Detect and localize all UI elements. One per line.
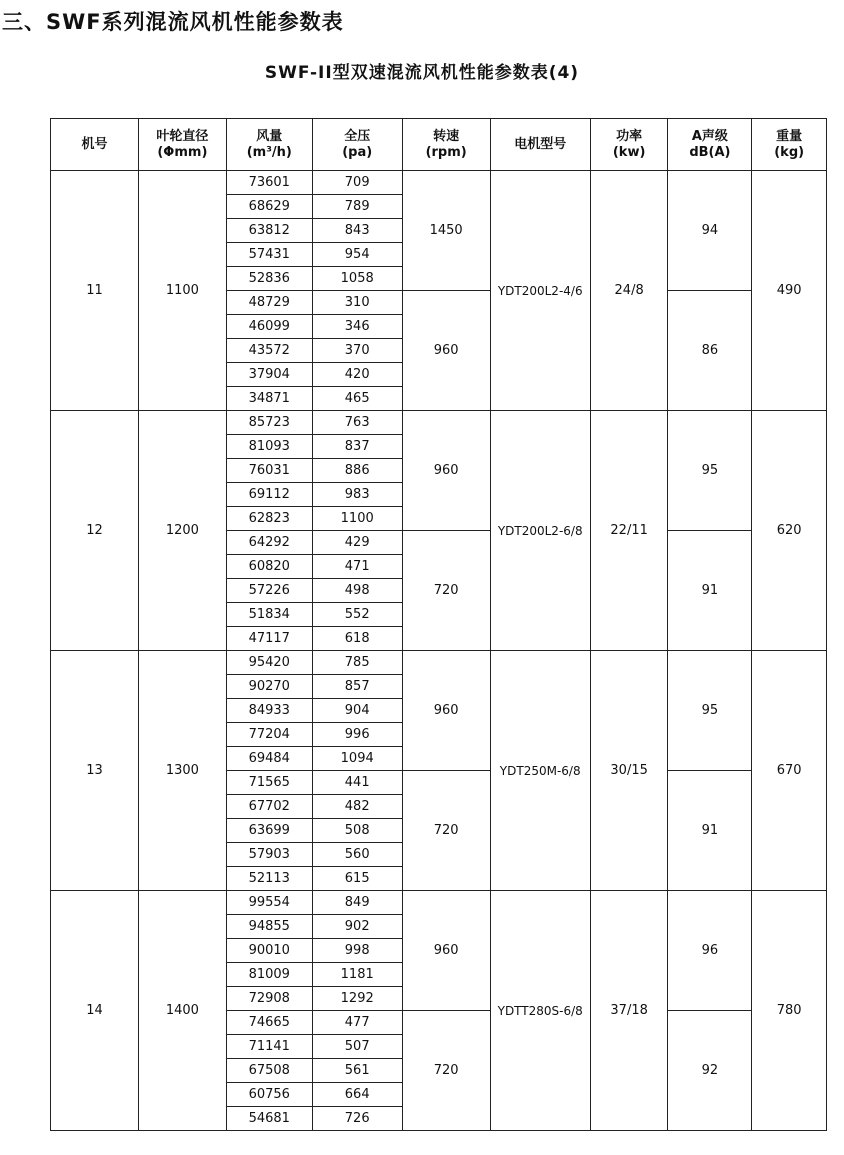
noise-level-cell: 95 — [668, 411, 752, 531]
total-pressure-cell: 709 — [312, 171, 402, 195]
total-pressure-cell: 560 — [312, 843, 402, 867]
air-flow-cell: 62823 — [226, 507, 312, 531]
total-pressure-cell: 1058 — [312, 267, 402, 291]
air-flow-cell: 60820 — [226, 555, 312, 579]
air-flow-cell: 81093 — [226, 435, 312, 459]
total-pressure-cell: 507 — [312, 1035, 402, 1059]
power-cell: 24/8 — [590, 171, 668, 411]
speed-cell: 720 — [402, 531, 490, 651]
air-flow-cell: 90270 — [226, 675, 312, 699]
total-pressure-cell: 615 — [312, 867, 402, 891]
total-pressure-cell: 441 — [312, 771, 402, 795]
air-flow-cell: 52836 — [226, 267, 312, 291]
col-header-impeller-diameter: 叶轮直径 (Φmm) — [138, 119, 226, 171]
power-cell: 30/15 — [590, 651, 668, 891]
col-header-air-flow: 风量 (m³/h) — [226, 119, 312, 171]
total-pressure-cell: 789 — [312, 195, 402, 219]
table-body — [51, 171, 827, 1131]
air-flow-cell: 43572 — [226, 339, 312, 363]
total-pressure-cell: 1094 — [312, 747, 402, 771]
noise-level-cell: 92 — [668, 1011, 752, 1131]
air-flow-cell: 52113 — [226, 867, 312, 891]
air-flow-cell: 51834 — [226, 603, 312, 627]
air-flow-cell: 67508 — [226, 1059, 312, 1083]
table-row — [51, 891, 827, 915]
total-pressure-cell: 998 — [312, 939, 402, 963]
motor-model-cell: YDT250M-6/8 — [490, 651, 590, 891]
air-flow-cell: 90010 — [226, 939, 312, 963]
motor-model-cell: YDT200L2-4/6 — [490, 171, 590, 411]
noise-level-cell: 95 — [668, 651, 752, 771]
speed-cell: 960 — [402, 291, 490, 411]
total-pressure-cell: 1181 — [312, 963, 402, 987]
total-pressure-cell: 849 — [312, 891, 402, 915]
impeller-diameter-cell: 1100 — [138, 171, 226, 411]
total-pressure-cell: 902 — [312, 915, 402, 939]
air-flow-cell: 54681 — [226, 1107, 312, 1131]
air-flow-cell: 57226 — [226, 579, 312, 603]
model-number-cell: 13 — [51, 651, 139, 891]
noise-level-cell: 96 — [668, 891, 752, 1011]
air-flow-cell: 46099 — [226, 315, 312, 339]
model-number-cell: 12 — [51, 411, 139, 651]
col-header-speed: 转速 (rpm) — [402, 119, 490, 171]
speed-cell: 720 — [402, 1011, 490, 1131]
total-pressure-cell: 837 — [312, 435, 402, 459]
weight-cell: 780 — [752, 891, 827, 1131]
weight-cell: 620 — [752, 411, 827, 651]
col-header-model-number: 机号 — [51, 119, 139, 171]
total-pressure-cell: 310 — [312, 291, 402, 315]
table-row — [51, 651, 827, 675]
air-flow-cell: 63812 — [226, 219, 312, 243]
total-pressure-cell: 983 — [312, 483, 402, 507]
total-pressure-cell: 465 — [312, 387, 402, 411]
air-flow-cell: 72908 — [226, 987, 312, 1011]
total-pressure-cell: 904 — [312, 699, 402, 723]
air-flow-cell: 67702 — [226, 795, 312, 819]
air-flow-cell: 57431 — [226, 243, 312, 267]
speed-cell: 960 — [402, 891, 490, 1011]
air-flow-cell: 71565 — [226, 771, 312, 795]
total-pressure-cell: 420 — [312, 363, 402, 387]
air-flow-cell: 73601 — [226, 171, 312, 195]
impeller-diameter-cell: 1200 — [138, 411, 226, 651]
model-number-cell: 14 — [51, 891, 139, 1131]
total-pressure-cell: 664 — [312, 1083, 402, 1107]
total-pressure-cell: 996 — [312, 723, 402, 747]
air-flow-cell: 37904 — [226, 363, 312, 387]
total-pressure-cell: 346 — [312, 315, 402, 339]
motor-model-cell: YDTT280S-6/8 — [490, 891, 590, 1131]
total-pressure-cell: 843 — [312, 219, 402, 243]
air-flow-cell: 68629 — [226, 195, 312, 219]
air-flow-cell: 99554 — [226, 891, 312, 915]
col-header-power: 功率 (kw) — [590, 119, 668, 171]
table-row — [51, 171, 827, 195]
col-header-total-pressure: 全压 (pa) — [312, 119, 402, 171]
speed-cell: 960 — [402, 411, 490, 531]
air-flow-cell: 57903 — [226, 843, 312, 867]
power-cell: 22/11 — [590, 411, 668, 651]
air-flow-cell: 77204 — [226, 723, 312, 747]
total-pressure-cell: 618 — [312, 627, 402, 651]
power-cell: 37/18 — [590, 891, 668, 1131]
page-heading: 三、SWF系列混流风机性能参数表 — [2, 10, 344, 34]
impeller-diameter-cell: 1300 — [138, 651, 226, 891]
air-flow-cell: 71141 — [226, 1035, 312, 1059]
total-pressure-cell: 552 — [312, 603, 402, 627]
total-pressure-cell: 886 — [312, 459, 402, 483]
air-flow-cell: 34871 — [226, 387, 312, 411]
air-flow-cell: 64292 — [226, 531, 312, 555]
air-flow-cell: 74665 — [226, 1011, 312, 1035]
model-number-cell: 11 — [51, 171, 139, 411]
total-pressure-cell: 857 — [312, 675, 402, 699]
air-flow-cell: 95420 — [226, 651, 312, 675]
speed-cell: 720 — [402, 771, 490, 891]
table-title: SWF-II型双速混流风机性能参数表(4) — [264, 63, 580, 83]
air-flow-cell: 48729 — [226, 291, 312, 315]
motor-model-cell: YDT200L2-6/8 — [490, 411, 590, 651]
col-header-motor-model: 电机型号 — [490, 119, 590, 171]
noise-level-cell: 91 — [668, 771, 752, 891]
air-flow-cell: 69112 — [226, 483, 312, 507]
speed-cell: 960 — [402, 651, 490, 771]
total-pressure-cell: 477 — [312, 1011, 402, 1035]
speed-cell: 1450 — [402, 171, 490, 291]
header-row — [51, 119, 827, 171]
air-flow-cell: 76031 — [226, 459, 312, 483]
weight-cell: 490 — [752, 171, 827, 411]
total-pressure-cell: 429 — [312, 531, 402, 555]
total-pressure-cell: 561 — [312, 1059, 402, 1083]
impeller-diameter-cell: 1400 — [138, 891, 226, 1131]
air-flow-cell: 94855 — [226, 915, 312, 939]
air-flow-cell: 63699 — [226, 819, 312, 843]
air-flow-cell: 81009 — [226, 963, 312, 987]
air-flow-cell: 84933 — [226, 699, 312, 723]
total-pressure-cell: 508 — [312, 819, 402, 843]
total-pressure-cell: 370 — [312, 339, 402, 363]
noise-level-cell: 86 — [668, 291, 752, 411]
col-header-weight: 重量 (kg) — [752, 119, 827, 171]
air-flow-cell: 85723 — [226, 411, 312, 435]
total-pressure-cell: 726 — [312, 1107, 402, 1131]
total-pressure-cell: 785 — [312, 651, 402, 675]
noise-level-cell: 91 — [668, 531, 752, 651]
total-pressure-cell: 498 — [312, 579, 402, 603]
total-pressure-cell: 482 — [312, 795, 402, 819]
weight-cell: 670 — [752, 651, 827, 891]
noise-level-cell: 94 — [668, 171, 752, 291]
performance-table — [50, 118, 827, 1131]
air-flow-cell: 69484 — [226, 747, 312, 771]
table-row — [51, 411, 827, 435]
air-flow-cell: 60756 — [226, 1083, 312, 1107]
total-pressure-cell: 954 — [312, 243, 402, 267]
total-pressure-cell: 763 — [312, 411, 402, 435]
total-pressure-cell: 471 — [312, 555, 402, 579]
col-header-noise-level: A声级 dB(A) — [668, 119, 752, 171]
total-pressure-cell: 1100 — [312, 507, 402, 531]
total-pressure-cell: 1292 — [312, 987, 402, 1011]
air-flow-cell: 47117 — [226, 627, 312, 651]
